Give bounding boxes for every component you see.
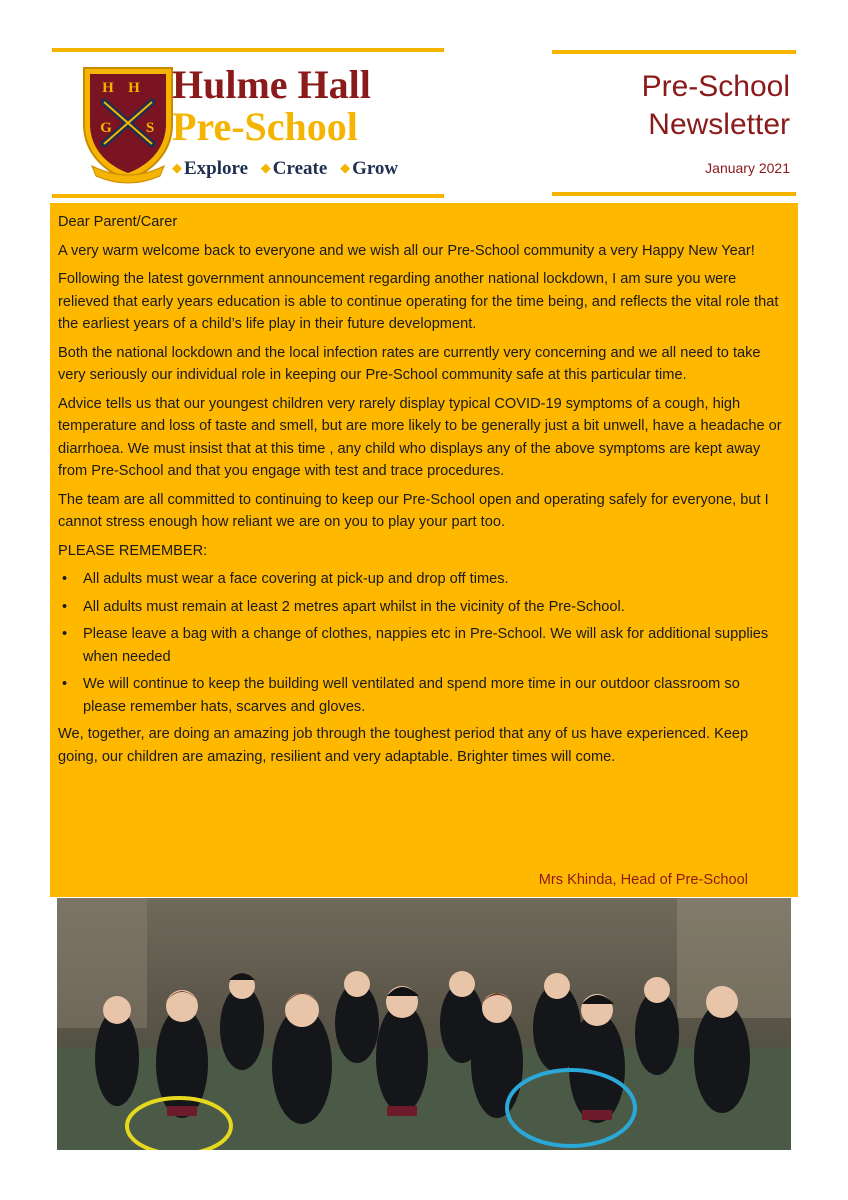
letter-paragraph: A very warm welcome back to everyone and we wish all our Pre-School community a very Happy New Year! (58, 242, 755, 259)
crest-letter-4: S (145, 120, 155, 136)
crest-letter-2: H (128, 80, 140, 96)
remember-heading: PLEASE REMEMBER: (58, 542, 208, 559)
crest-letter-3: G (100, 120, 112, 136)
title-bottom-rule (552, 192, 796, 196)
school-name: Hulme Hall (172, 62, 371, 107)
school-motto (172, 158, 398, 180)
reminder-item: • Please leave a bag with a change of clothes, nappies etc in Pre-School. We will ask for additional supplies when needed (58, 623, 786, 668)
logo-top-rule (52, 48, 444, 52)
class-photo (57, 898, 791, 1150)
crest-icon (78, 62, 178, 184)
motto-word-grow: Grow (352, 158, 399, 179)
newsletter-title-block (552, 50, 796, 198)
diamond-icon: ◆ (172, 160, 182, 175)
reminder-item: • All adults must wear a face covering at pick-up and drop off times. (58, 568, 786, 591)
letter-paragraph: The team are all committed to continuing to keep our Pre-School open and operating safely for everyone, but I cannot stress enough how reliant we are on you to play your part too. (58, 491, 769, 530)
letter-signature: Mrs Khinda, Head of Pre-School (538, 872, 748, 888)
newsletter-title (642, 68, 790, 144)
logo-bottom-rule (52, 194, 444, 198)
reminder-item: • All adults must remain at least 2 metres apart whilst in the vicinity of the Pre-School. (58, 596, 786, 619)
reminder-list (58, 568, 786, 718)
letter-closing: We, together, are doing an amazing job through the toughest period that any of us have experienced. Keep going, our children are amazing, resilient and very adaptable. Brighter times will come. (58, 726, 749, 765)
diamond-icon: ◆ (340, 160, 351, 175)
motto-word-create: Create (272, 158, 328, 179)
school-logo (52, 48, 444, 198)
crest-letter-1: H (102, 80, 114, 96)
motto-word-explore: Explore (184, 158, 249, 179)
diamond-icon: ◆ (260, 160, 271, 175)
newsletter-title-line2: Newsletter (648, 108, 790, 141)
class-photo-illustration (57, 898, 791, 1150)
letter-greeting: Dear Parent/Carer (58, 214, 178, 230)
letter-paragraph: Advice tells us that our youngest children very rarely display typical COVID-19 symptoms of a cough, high temperature and loss of taste and smell, but are more likely to be generally just a bit unwell, have a headache or diarrhoea. We must insist that at this time , any child who displays any of the above symptoms are kept away from Pre-School and that you engage with test and trace procedures. (58, 395, 782, 479)
newsletter-date: January 2021 (705, 160, 790, 176)
newsletter-title-line1: Pre-School (641, 70, 790, 103)
letter-body (50, 203, 798, 897)
reminder-item: • We will continue to keep the building well ventilated and spend more time in our outdoor classroom so please remember hats, scarves and gloves. (58, 673, 786, 718)
letter-paragraph: Both the national lockdown and the local infection rates are currently very concerning and we all need to take very seriously our individual role in keeping our Pre-School community safe at this particular time. (58, 344, 761, 383)
letter-paragraph: Following the latest government announcement regarding another national lockdown, I am sure you were relieved that early years education is able to continue operating for the time being, and reflects the vital role that the earliest years of a child’s life play in their future development. (58, 271, 779, 332)
school-subtitle: Pre-School (172, 104, 358, 149)
title-top-rule (552, 50, 796, 54)
